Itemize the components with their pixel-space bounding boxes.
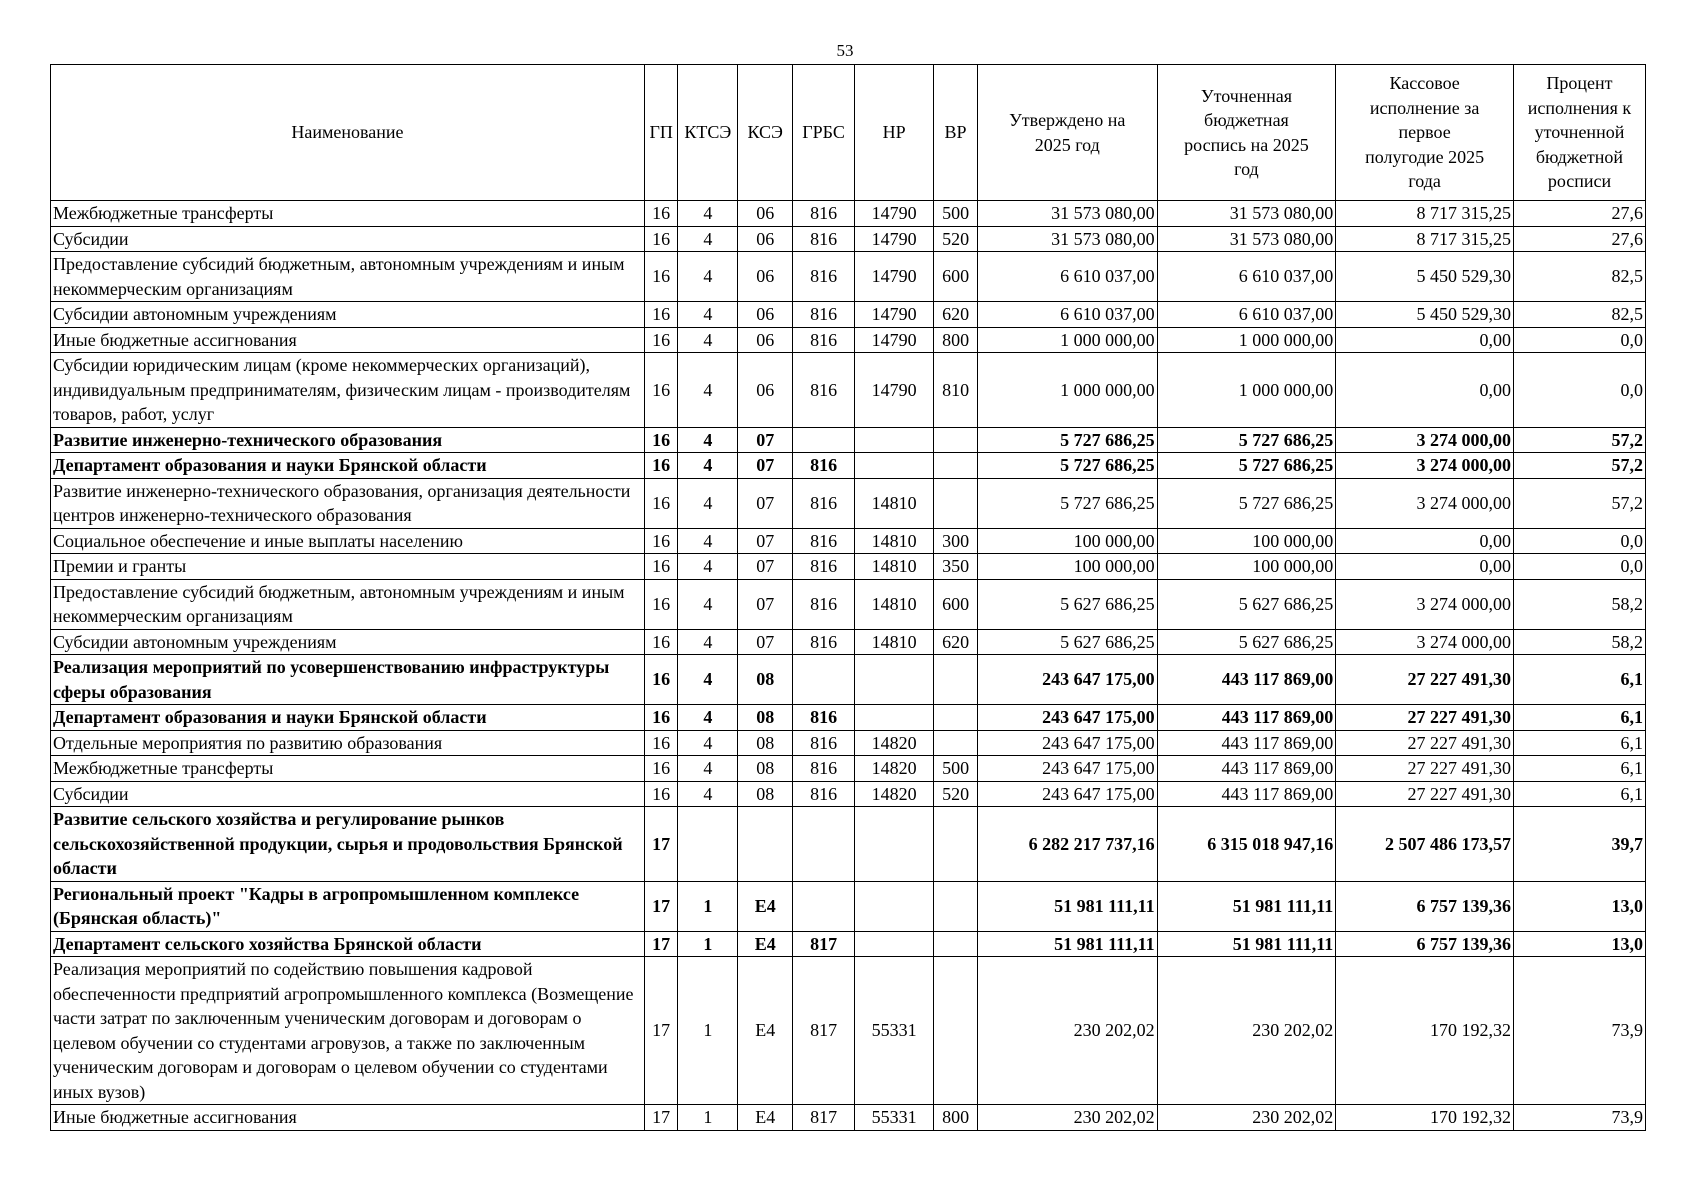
cell-kse: 06 — [738, 327, 793, 353]
cell-nr: 55331 — [855, 1105, 934, 1131]
cell-name: Субсидии — [51, 781, 645, 807]
cell-ktse: 1 — [678, 957, 738, 1105]
cell-grbs: 816 — [793, 302, 855, 328]
cell-ktse: 4 — [678, 781, 738, 807]
cell-name: Иные бюджетные ассигнования — [51, 1105, 645, 1131]
cell-refined: 100 000,00 — [1157, 528, 1336, 554]
cell-percent: 27,6 — [1513, 226, 1645, 252]
cell-name: Развитие инженерно-технического образования — [51, 427, 645, 453]
cell-gp: 16 — [644, 528, 678, 554]
cell-vr: 620 — [934, 629, 978, 655]
cell-approved: 243 647 175,00 — [977, 756, 1157, 782]
cell-percent: 39,7 — [1513, 807, 1645, 882]
cell-gp: 17 — [644, 1105, 678, 1131]
table-row — [51, 756, 1646, 782]
cell-ktse: 4 — [678, 705, 738, 731]
cell-kse: 07 — [738, 579, 793, 629]
cell-name: Развитие сельского хозяйства и регулирование рынков сельскохозяйственной продукции, сырья и продовольствия Брянской области — [51, 807, 645, 882]
cell-vr — [934, 453, 978, 479]
cell-gp: 17 — [644, 957, 678, 1105]
cell-cash: 2 507 486 173,57 — [1336, 807, 1514, 882]
cell-kse: 07 — [738, 453, 793, 479]
cell-refined: 100 000,00 — [1157, 554, 1336, 580]
cell-cash: 0,00 — [1336, 327, 1514, 353]
cell-grbs — [793, 807, 855, 882]
cell-name: Реализация мероприятий по содействию повышения кадровой обеспеченности предприятий агропромышленного комплекса (Возмещение части затрат по заключенным ученическим договорам и договорам о целевом обучении со студентами агровузов, а также по заключенным ученическим договорам и договорам о целевом обучении со студентами иных вузов) — [51, 957, 645, 1105]
cell-nr: 14820 — [855, 756, 934, 782]
cell-ktse: 1 — [678, 881, 738, 931]
cell-grbs: 816 — [793, 554, 855, 580]
cell-refined: 230 202,02 — [1157, 1105, 1336, 1131]
cell-gp: 17 — [644, 881, 678, 931]
cell-gp: 16 — [644, 629, 678, 655]
cell-name: Премии и гранты — [51, 554, 645, 580]
cell-grbs: 816 — [793, 756, 855, 782]
table-row — [51, 453, 1646, 479]
cell-nr — [855, 931, 934, 957]
cell-approved: 31 573 080,00 — [977, 226, 1157, 252]
cell-name: Субсидии автономным учреждениям — [51, 302, 645, 328]
cell-grbs: 816 — [793, 730, 855, 756]
cell-approved: 230 202,02 — [977, 1105, 1157, 1131]
header-ktse: КТСЭ — [678, 65, 738, 201]
cell-percent: 0,0 — [1513, 528, 1645, 554]
cell-ktse: 4 — [678, 478, 738, 528]
cell-grbs: 816 — [793, 353, 855, 428]
cell-vr — [934, 881, 978, 931]
cell-approved: 243 647 175,00 — [977, 705, 1157, 731]
cell-grbs: 817 — [793, 957, 855, 1105]
cell-gp: 16 — [644, 730, 678, 756]
cell-nr — [855, 881, 934, 931]
cell-vr: 600 — [934, 579, 978, 629]
cell-percent: 27,6 — [1513, 201, 1645, 227]
budget-table — [50, 64, 1646, 1131]
cell-nr: 55331 — [855, 957, 934, 1105]
cell-nr: 14810 — [855, 554, 934, 580]
cell-percent: 82,5 — [1513, 302, 1645, 328]
cell-cash: 0,00 — [1336, 554, 1514, 580]
table-row — [51, 655, 1646, 705]
cell-refined: 6 610 037,00 — [1157, 302, 1336, 328]
cell-refined: 5 727 686,25 — [1157, 453, 1336, 479]
cell-ktse: 4 — [678, 579, 738, 629]
cell-grbs: 816 — [793, 478, 855, 528]
cell-name: Департамент сельского хозяйства Брянской области — [51, 931, 645, 957]
cell-nr — [855, 427, 934, 453]
cell-percent: 6,1 — [1513, 730, 1645, 756]
cell-gp: 16 — [644, 453, 678, 479]
header-grbs: ГРБС — [793, 65, 855, 201]
cell-vr: 800 — [934, 327, 978, 353]
cell-kse — [738, 807, 793, 882]
cell-grbs: 816 — [793, 705, 855, 731]
table-row — [51, 302, 1646, 328]
cell-approved: 5 727 686,25 — [977, 453, 1157, 479]
cell-refined: 31 573 080,00 — [1157, 201, 1336, 227]
header-kse: КСЭ — [738, 65, 793, 201]
cell-name: Межбюджетные трансферты — [51, 756, 645, 782]
cell-cash: 8 717 315,25 — [1336, 201, 1514, 227]
cell-cash: 170 192,32 — [1336, 1105, 1514, 1131]
table-row — [51, 781, 1646, 807]
cell-cash: 27 227 491,30 — [1336, 655, 1514, 705]
cell-gp: 16 — [644, 201, 678, 227]
cell-grbs: 816 — [793, 629, 855, 655]
cell-refined: 5 627 686,25 — [1157, 579, 1336, 629]
table-row — [51, 931, 1646, 957]
cell-cash: 6 757 139,36 — [1336, 931, 1514, 957]
cell-kse: 07 — [738, 629, 793, 655]
cell-refined: 5 727 686,25 — [1157, 478, 1336, 528]
cell-gp: 16 — [644, 302, 678, 328]
cell-nr: 14810 — [855, 528, 934, 554]
cell-gp: 17 — [644, 807, 678, 882]
cell-nr: 14790 — [855, 327, 934, 353]
cell-percent: 57,2 — [1513, 478, 1645, 528]
table-row — [51, 327, 1646, 353]
cell-vr — [934, 807, 978, 882]
cell-percent: 0,0 — [1513, 327, 1645, 353]
cell-ktse: 4 — [678, 302, 738, 328]
cell-cash: 3 274 000,00 — [1336, 579, 1514, 629]
cell-vr: 350 — [934, 554, 978, 580]
cell-refined: 31 573 080,00 — [1157, 226, 1336, 252]
cell-vr — [934, 957, 978, 1105]
cell-refined: 443 117 869,00 — [1157, 730, 1336, 756]
cell-gp: 16 — [644, 252, 678, 302]
cell-vr — [934, 655, 978, 705]
table-row — [51, 1105, 1646, 1131]
cell-kse: 06 — [738, 353, 793, 428]
cell-ktse — [678, 807, 738, 882]
page-number: 53 — [836, 41, 854, 60]
cell-approved: 100 000,00 — [977, 528, 1157, 554]
cell-name: Иные бюджетные ассигнования — [51, 327, 645, 353]
table-row — [51, 252, 1646, 302]
cell-ktse: 4 — [678, 730, 738, 756]
cell-refined: 1 000 000,00 — [1157, 353, 1336, 428]
cell-ktse: 4 — [678, 528, 738, 554]
cell-gp: 17 — [644, 931, 678, 957]
cell-grbs: 816 — [793, 453, 855, 479]
cell-gp: 16 — [644, 655, 678, 705]
cell-approved: 5 727 686,25 — [977, 427, 1157, 453]
table-row — [51, 730, 1646, 756]
cell-nr: 14810 — [855, 579, 934, 629]
cell-nr: 14790 — [855, 302, 934, 328]
cell-nr: 14790 — [855, 201, 934, 227]
table-row — [51, 579, 1646, 629]
cell-kse: 07 — [738, 554, 793, 580]
cell-approved: 6 282 217 737,16 — [977, 807, 1157, 882]
cell-refined: 51 981 111,11 — [1157, 881, 1336, 931]
cell-refined: 51 981 111,11 — [1157, 931, 1336, 957]
cell-ktse: 4 — [678, 554, 738, 580]
cell-grbs: 817 — [793, 1105, 855, 1131]
cell-vr — [934, 705, 978, 731]
cell-kse: Е4 — [738, 881, 793, 931]
cell-nr — [855, 453, 934, 479]
cell-grbs: 816 — [793, 226, 855, 252]
cell-refined: 443 117 869,00 — [1157, 781, 1336, 807]
cell-approved: 6 610 037,00 — [977, 252, 1157, 302]
cell-kse: 06 — [738, 302, 793, 328]
cell-approved: 6 610 037,00 — [977, 302, 1157, 328]
cell-name: Департамент образования и науки Брянской области — [51, 705, 645, 731]
cell-ktse: 4 — [678, 655, 738, 705]
cell-gp: 16 — [644, 579, 678, 629]
cell-kse: 07 — [738, 427, 793, 453]
header-gp: ГП — [644, 65, 678, 201]
cell-approved: 243 647 175,00 — [977, 730, 1157, 756]
cell-ktse: 4 — [678, 629, 738, 655]
cell-nr: 14820 — [855, 730, 934, 756]
cell-percent: 73,9 — [1513, 1105, 1645, 1131]
cell-gp: 16 — [644, 478, 678, 528]
cell-kse: Е4 — [738, 957, 793, 1105]
cell-vr: 300 — [934, 528, 978, 554]
cell-kse: 08 — [738, 756, 793, 782]
cell-refined: 5 627 686,25 — [1157, 629, 1336, 655]
cell-kse: 07 — [738, 478, 793, 528]
cell-gp: 16 — [644, 427, 678, 453]
cell-approved: 51 981 111,11 — [977, 931, 1157, 957]
table-row — [51, 478, 1646, 528]
cell-vr: 800 — [934, 1105, 978, 1131]
header-refined: Уточненная бюджетная роспись на 2025 год — [1157, 65, 1336, 201]
cell-approved: 5 627 686,25 — [977, 579, 1157, 629]
cell-nr: 14790 — [855, 353, 934, 428]
table-row — [51, 881, 1646, 931]
cell-refined: 443 117 869,00 — [1157, 756, 1336, 782]
cell-nr: 14810 — [855, 629, 934, 655]
cell-name: Социальное обеспечение и иные выплаты населению — [51, 528, 645, 554]
cell-cash: 3 274 000,00 — [1336, 629, 1514, 655]
header-approved: Утверждено на 2025 год — [977, 65, 1157, 201]
table-row — [51, 353, 1646, 428]
cell-vr — [934, 427, 978, 453]
cell-gp: 16 — [644, 705, 678, 731]
cell-gp: 16 — [644, 554, 678, 580]
cell-nr — [855, 655, 934, 705]
header-cash: Кассовое исполнение за первое полугодие 2025 года — [1336, 65, 1514, 201]
cell-vr — [934, 730, 978, 756]
cell-grbs: 817 — [793, 931, 855, 957]
cell-name: Отдельные мероприятия по развитию образования — [51, 730, 645, 756]
cell-vr: 500 — [934, 756, 978, 782]
cell-cash: 3 274 000,00 — [1336, 478, 1514, 528]
cell-refined: 6 315 018 947,16 — [1157, 807, 1336, 882]
table-body — [51, 201, 1646, 1131]
header-nr: НР — [855, 65, 934, 201]
cell-kse: 06 — [738, 252, 793, 302]
cell-vr: 500 — [934, 201, 978, 227]
header-percent: Процент исполнения к уточненной бюджетной росписи — [1513, 65, 1645, 201]
cell-ktse: 4 — [678, 427, 738, 453]
cell-ktse: 4 — [678, 201, 738, 227]
cell-vr: 810 — [934, 353, 978, 428]
cell-percent: 6,1 — [1513, 705, 1645, 731]
table-row — [51, 226, 1646, 252]
cell-kse: 07 — [738, 528, 793, 554]
cell-ktse: 4 — [678, 226, 738, 252]
cell-percent: 0,0 — [1513, 554, 1645, 580]
cell-percent: 0,0 — [1513, 353, 1645, 428]
cell-grbs: 816 — [793, 528, 855, 554]
cell-nr: 14790 — [855, 252, 934, 302]
cell-vr: 520 — [934, 781, 978, 807]
cell-grbs — [793, 881, 855, 931]
cell-name: Развитие инженерно-технического образования, организация деятельности центров инженерно-технического образования — [51, 478, 645, 528]
cell-grbs — [793, 427, 855, 453]
cell-gp: 16 — [644, 327, 678, 353]
cell-kse: 08 — [738, 730, 793, 756]
cell-grbs: 816 — [793, 781, 855, 807]
cell-kse: 06 — [738, 201, 793, 227]
cell-kse: 08 — [738, 705, 793, 731]
cell-cash: 27 227 491,30 — [1336, 781, 1514, 807]
cell-percent: 57,2 — [1513, 453, 1645, 479]
cell-cash: 3 274 000,00 — [1336, 453, 1514, 479]
cell-ktse: 1 — [678, 931, 738, 957]
cell-ktse: 4 — [678, 327, 738, 353]
table-row — [51, 201, 1646, 227]
cell-name: Реализация мероприятий по усовершенствованию инфраструктуры сферы образования — [51, 655, 645, 705]
table-row — [51, 554, 1646, 580]
cell-nr: 14790 — [855, 226, 934, 252]
cell-cash: 27 227 491,30 — [1336, 705, 1514, 731]
table-row — [51, 957, 1646, 1105]
header-vr: ВР — [934, 65, 978, 201]
table-row — [51, 629, 1646, 655]
cell-kse: 08 — [738, 655, 793, 705]
cell-name: Субсидии — [51, 226, 645, 252]
cell-percent: 82,5 — [1513, 252, 1645, 302]
cell-approved: 1 000 000,00 — [977, 327, 1157, 353]
cell-refined: 443 117 869,00 — [1157, 655, 1336, 705]
cell-approved: 230 202,02 — [977, 957, 1157, 1105]
cell-cash: 5 450 529,30 — [1336, 302, 1514, 328]
cell-approved: 243 647 175,00 — [977, 655, 1157, 705]
cell-vr — [934, 931, 978, 957]
header-name: Наименование — [51, 65, 645, 201]
cell-name: Департамент образования и науки Брянской области — [51, 453, 645, 479]
cell-percent: 58,2 — [1513, 579, 1645, 629]
cell-gp: 16 — [644, 781, 678, 807]
cell-refined: 1 000 000,00 — [1157, 327, 1336, 353]
cell-percent: 58,2 — [1513, 629, 1645, 655]
cell-gp: 16 — [644, 353, 678, 428]
cell-kse: Е4 — [738, 931, 793, 957]
cell-refined: 6 610 037,00 — [1157, 252, 1336, 302]
cell-cash: 170 192,32 — [1336, 957, 1514, 1105]
cell-ktse: 4 — [678, 353, 738, 428]
cell-nr — [855, 807, 934, 882]
cell-vr: 620 — [934, 302, 978, 328]
cell-cash: 3 274 000,00 — [1336, 427, 1514, 453]
cell-percent: 13,0 — [1513, 931, 1645, 957]
cell-approved: 51 981 111,11 — [977, 881, 1157, 931]
header-row — [51, 65, 1646, 201]
cell-percent: 6,1 — [1513, 655, 1645, 705]
cell-approved: 100 000,00 — [977, 554, 1157, 580]
cell-cash: 27 227 491,30 — [1336, 756, 1514, 782]
cell-gp: 16 — [644, 226, 678, 252]
cell-percent: 6,1 — [1513, 781, 1645, 807]
cell-name: Межбюджетные трансферты — [51, 201, 645, 227]
cell-nr: 14810 — [855, 478, 934, 528]
cell-vr: 520 — [934, 226, 978, 252]
cell-cash: 5 450 529,30 — [1336, 252, 1514, 302]
cell-gp: 16 — [644, 756, 678, 782]
cell-kse: Е4 — [738, 1105, 793, 1131]
cell-approved: 31 573 080,00 — [977, 201, 1157, 227]
cell-grbs: 816 — [793, 252, 855, 302]
table-row — [51, 427, 1646, 453]
cell-approved: 243 647 175,00 — [977, 781, 1157, 807]
cell-name: Субсидии юридическим лицам (кроме некоммерческих организаций), индивидуальным предпринимателям, физическим лицам - производителям товаров, работ, услуг — [51, 353, 645, 428]
cell-name: Предоставление субсидий бюджетным, автономным учреждениям и иным некоммерческим организациям — [51, 252, 645, 302]
cell-cash: 6 757 139,36 — [1336, 881, 1514, 931]
cell-cash: 27 227 491,30 — [1336, 730, 1514, 756]
cell-grbs — [793, 655, 855, 705]
cell-ktse: 1 — [678, 1105, 738, 1131]
cell-grbs: 816 — [793, 201, 855, 227]
cell-vr: 600 — [934, 252, 978, 302]
table-row — [51, 528, 1646, 554]
cell-nr: 14820 — [855, 781, 934, 807]
cell-percent: 73,9 — [1513, 957, 1645, 1105]
cell-name: Субсидии автономным учреждениям — [51, 629, 645, 655]
table-row — [51, 705, 1646, 731]
cell-name: Региональный проект "Кадры в агропромышленном комплексе (Брянская область)" — [51, 881, 645, 931]
cell-cash: 0,00 — [1336, 528, 1514, 554]
cell-percent: 13,0 — [1513, 881, 1645, 931]
cell-vr — [934, 478, 978, 528]
cell-percent: 6,1 — [1513, 756, 1645, 782]
table-row — [51, 807, 1646, 882]
cell-ktse: 4 — [678, 756, 738, 782]
cell-kse: 08 — [738, 781, 793, 807]
cell-grbs: 816 — [793, 579, 855, 629]
cell-name: Предоставление субсидий бюджетным, автономным учреждениям и иным некоммерческим организациям — [51, 579, 645, 629]
cell-kse: 06 — [738, 226, 793, 252]
cell-nr — [855, 705, 934, 731]
cell-grbs: 816 — [793, 327, 855, 353]
cell-approved: 1 000 000,00 — [977, 353, 1157, 428]
cell-ktse: 4 — [678, 453, 738, 479]
cell-refined: 443 117 869,00 — [1157, 705, 1336, 731]
cell-approved: 5 627 686,25 — [977, 629, 1157, 655]
cell-cash: 0,00 — [1336, 353, 1514, 428]
cell-percent: 57,2 — [1513, 427, 1645, 453]
cell-refined: 230 202,02 — [1157, 957, 1336, 1105]
cell-ktse: 4 — [678, 252, 738, 302]
cell-refined: 5 727 686,25 — [1157, 427, 1336, 453]
cell-approved: 5 727 686,25 — [977, 478, 1157, 528]
cell-cash: 8 717 315,25 — [1336, 226, 1514, 252]
